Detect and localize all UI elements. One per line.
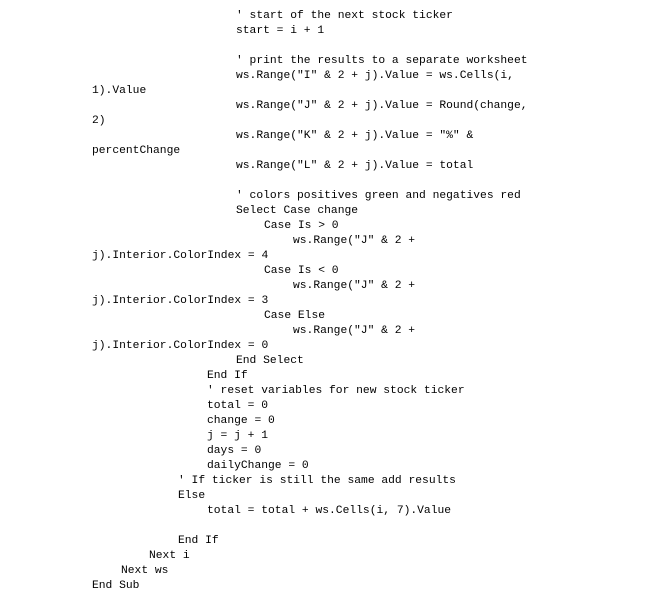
code-line: Case Is > 0 xyxy=(264,220,339,232)
comment-line: ' print the results to a separate worksheet xyxy=(236,55,528,67)
code-line: start = i + 1 xyxy=(236,25,325,37)
comment-line: ' If ticker is still the same add results xyxy=(178,475,456,487)
code-line: End Select xyxy=(236,355,304,367)
code-line: Select Case change xyxy=(236,205,359,217)
code-line: Next ws xyxy=(121,565,169,577)
code-line: j = j + 1 xyxy=(207,430,269,442)
code-line: End Sub xyxy=(92,580,140,592)
code-line: ws.Range("J" & 2 + j).Value = Round(change, xyxy=(236,100,528,112)
code-line: ws.Range("J" & 2 + xyxy=(293,280,416,292)
code-line-wrap: j).Interior.ColorIndex = 0 xyxy=(92,340,269,352)
code-line: dailyChange = 0 xyxy=(207,460,309,472)
code-line: ws.Range("I" & 2 + j).Value = ws.Cells(i, xyxy=(236,70,514,82)
code-line: days = 0 xyxy=(207,445,262,457)
code-line: ws.Range("K" & 2 + j).Value = "%" & xyxy=(236,130,474,142)
code-line: ws.Range("L" & 2 + j).Value = total xyxy=(236,160,474,172)
code-line-wrap: 2) xyxy=(92,115,106,127)
code-line: Case Is < 0 xyxy=(264,265,339,277)
code-line: End If xyxy=(207,370,248,382)
comment-line: ' reset variables for new stock ticker xyxy=(207,385,465,397)
code-line-wrap: j).Interior.ColorIndex = 3 xyxy=(92,295,269,307)
code-line: ws.Range("J" & 2 + xyxy=(293,325,416,337)
code-line: End If xyxy=(178,535,219,547)
code-line: Next i xyxy=(149,550,190,562)
code-line: Else xyxy=(178,490,206,502)
code-line: Case Else xyxy=(264,310,326,322)
comment-line: ' colors positives green and negatives red xyxy=(236,190,521,202)
code-line: total = 0 xyxy=(207,400,269,412)
comment-line: ' start of the next stock ticker xyxy=(236,10,453,22)
code-line-wrap: 1).Value xyxy=(92,85,147,97)
code-line: change = 0 xyxy=(207,415,275,427)
code-line: total = total + ws.Cells(i, 7).Value xyxy=(207,505,452,517)
code-line-wrap: percentChange xyxy=(92,145,181,157)
code-line: ws.Range("J" & 2 + xyxy=(293,235,416,247)
code-line-wrap: j).Interior.ColorIndex = 4 xyxy=(92,250,269,262)
